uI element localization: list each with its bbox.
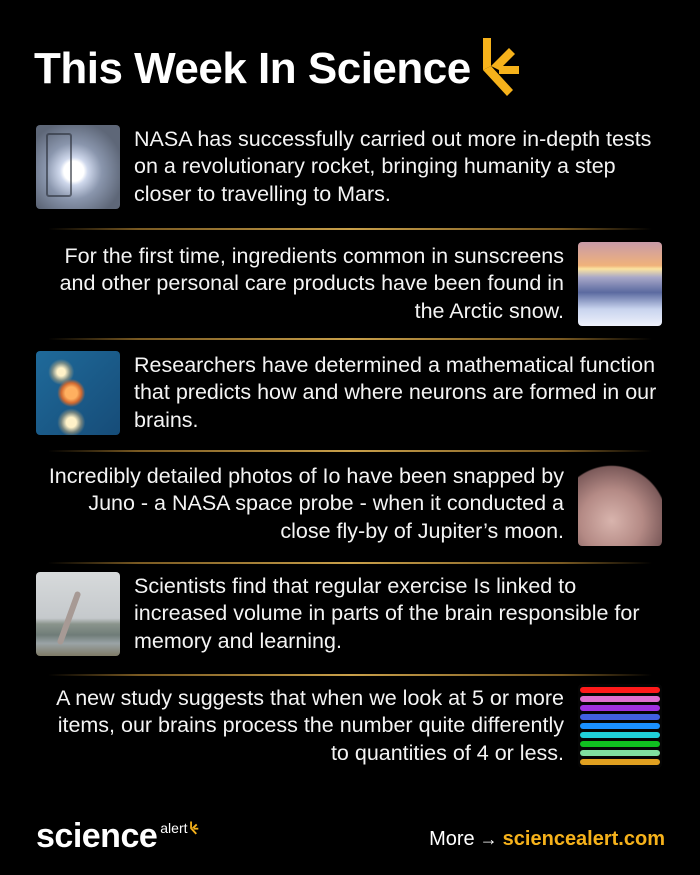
- divider: [48, 562, 652, 564]
- news-item[interactable]: [36, 350, 662, 436]
- news-item[interactable]: [36, 683, 662, 769]
- news-item[interactable]: [36, 571, 662, 657]
- wave-stripe: [580, 696, 660, 702]
- wave-stripe: [580, 741, 660, 747]
- divider: [48, 450, 652, 452]
- arrow-right-icon: →: [479, 829, 498, 849]
- news-item-text: Incredibly detailed photos of Io have been snapped by Juno - a NASA space probe - when it conducted a close fly-by of Jupiter’s moon.: [48, 463, 564, 543]
- wave-stripe: [580, 732, 660, 738]
- news-item-text: Scientists find that regular exercise Is linked to increased volume in parts of the brain responsible for memory and learning.: [134, 573, 640, 653]
- wave-stripe: [580, 705, 660, 711]
- news-item-text: Researchers have determined a mathematical function that predicts how and where neurons are formed in our brains.: [134, 352, 657, 432]
- sciencealert-chevron-icon: [479, 36, 521, 98]
- page-title: This Week In Science: [34, 44, 471, 93]
- wave-stripe: [580, 714, 660, 720]
- news-item[interactable]: [36, 461, 662, 547]
- news-item[interactable]: [36, 241, 662, 327]
- sciencealert-logo[interactable]: [36, 818, 199, 854]
- brain-waves-image: [578, 684, 662, 768]
- yoga-exercise-image: [36, 572, 120, 656]
- rocket-engine-test-image: [36, 125, 120, 209]
- io-moon-image: [578, 462, 662, 546]
- sciencealert-chevron-icon: [189, 821, 199, 835]
- wave-stripe: [580, 687, 660, 693]
- news-item[interactable]: [36, 124, 662, 210]
- wave-stripe: [580, 723, 660, 729]
- wave-stripe: [580, 759, 660, 765]
- more-link[interactable]: [429, 828, 665, 851]
- logo-science-text: science: [36, 817, 158, 855]
- more-label: More: [429, 828, 475, 850]
- divider: [48, 338, 652, 340]
- news-item-text: A new study suggests that when we look at 5 or more items, our brains process the number quite differently to quantities of 4 or less.: [56, 685, 564, 765]
- header: [34, 40, 521, 98]
- website-url[interactable]: sciencealert.com: [502, 828, 665, 850]
- news-item-text: NASA has successfully carried out more in-depth tests on a revolutionary rocket, bringing humanity a step closer to travelling to Mars.: [134, 126, 652, 206]
- wave-stripe: [580, 750, 660, 756]
- divider: [48, 228, 652, 230]
- divider: [48, 674, 652, 676]
- news-item-text: For the first time, ingredients common in sunscreens and other personal care products have been found in the Arctic snow.: [59, 243, 564, 323]
- neuron-illustration-image: [36, 351, 120, 435]
- logo-alert-text: alert: [160, 820, 188, 836]
- arctic-snow-sunset-image: [578, 242, 662, 326]
